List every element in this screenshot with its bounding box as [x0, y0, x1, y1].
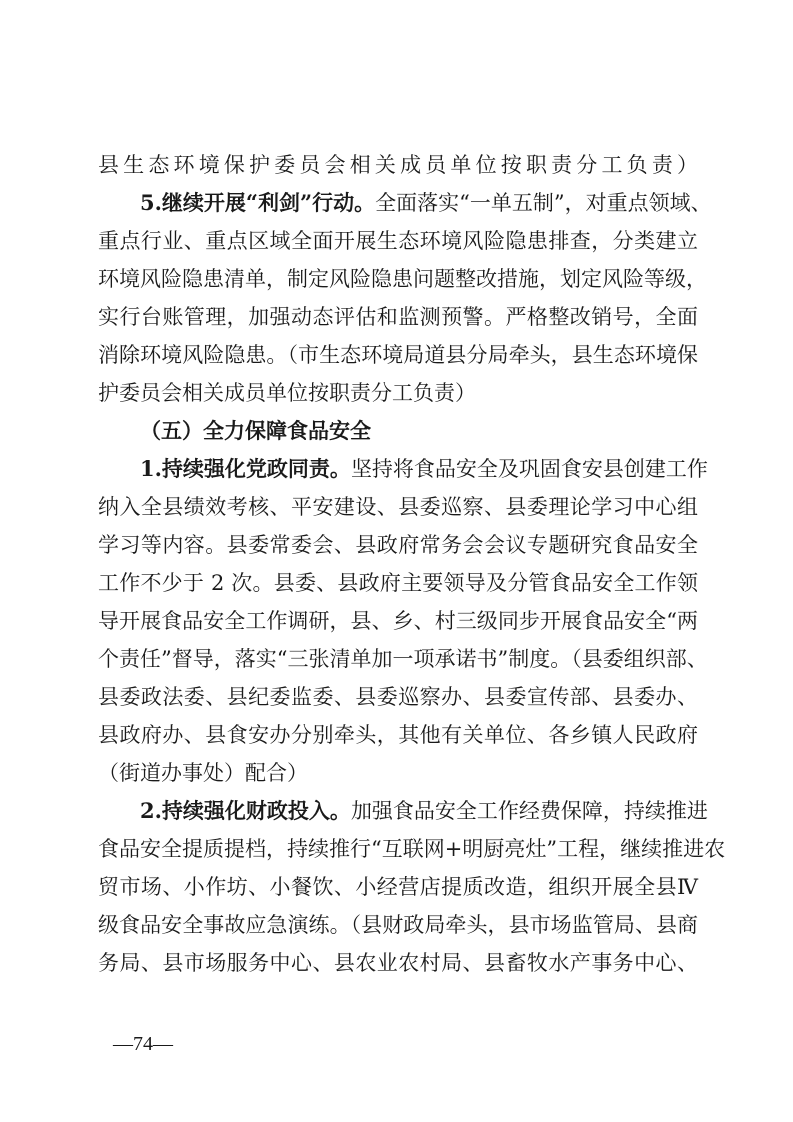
item-title: 2.持续强化财政投入。	[140, 798, 351, 823]
paragraph-first-line	[140, 185, 712, 221]
text-line: 贸市场、小作坊、小餐饮、小经营店提质改造，组织开展全县Ⅳ	[98, 875, 698, 899]
text-line: 县生态环境保护委员会相关成员单位按职责分工负责）	[98, 153, 698, 177]
text-line: 重点行业、重点区域全面开展生态环境风险隐患排查，分类建立	[98, 229, 698, 253]
text-span: 加强食品安全工作经费保障，持续推进	[350, 799, 708, 823]
text-line: 级食品安全事故应急演练。（县财政局牵头，县市场监管局、县商	[98, 913, 698, 937]
paragraph-first-line	[140, 793, 708, 829]
text-line: 工作不少于 2 次。县委、县政府主要领导及分管食品安全工作领	[98, 571, 698, 595]
text-line: 食品安全提质提档，持续推行“互联网+明厨亮灶”工程，继续推进农	[98, 837, 726, 861]
item-title: 1.持续强化党政同责。	[140, 456, 351, 481]
text-line: （街道办事处）配合）	[98, 761, 308, 785]
text-span: 坚持将食品安全及巩固食安县创建工作	[350, 457, 708, 481]
text-line: 学习等内容。县委常委会、县政府常务会会议专题研究食品安全	[98, 533, 698, 557]
text-line: 护委员会相关成员单位按职责分工负责）	[98, 381, 476, 405]
text-line: 环境风险隐患清单，制定风险隐患问题整改措施，划定风险等级，	[98, 267, 707, 291]
text-line: 纳入全县绩效考核、平安建设、县委巡察、县委理论学习中心组	[98, 495, 698, 519]
text-line: 消除环境风险隐患。（市生态环境局道县分局牵头，县生态环境保	[98, 343, 698, 367]
text-line: 导开展食品安全工作调研，县、乡、村三级同步开展食品安全“两	[98, 609, 698, 633]
text-line: 务局、县市场服务中心、县农业农村局、县畜牧水产事务中心、	[98, 951, 698, 975]
text-line: 县委政法委、县纪委监委、县委巡察办、县委宣传部、县委办、	[98, 685, 698, 709]
page-number: —74—	[113, 1033, 173, 1055]
text-line: 个责任”督导，落实“三张清单加一项承诺书”制度。（县委组织部、	[98, 647, 708, 671]
text-span: 全面落实“一单五制”，对重点领域、	[375, 191, 712, 215]
text-line: 实行台账管理，加强动态评估和监测预警。严格整改销号，全面	[98, 305, 698, 329]
item-title: 5.继续开展“利剑”行动。	[140, 190, 376, 215]
text-line: 县政府办、县食安办分别牵头，其他有关单位、各乡镇人民政府	[98, 723, 698, 747]
paragraph-first-line	[140, 451, 708, 487]
section-heading: （五）全力保障食品安全	[140, 418, 371, 443]
